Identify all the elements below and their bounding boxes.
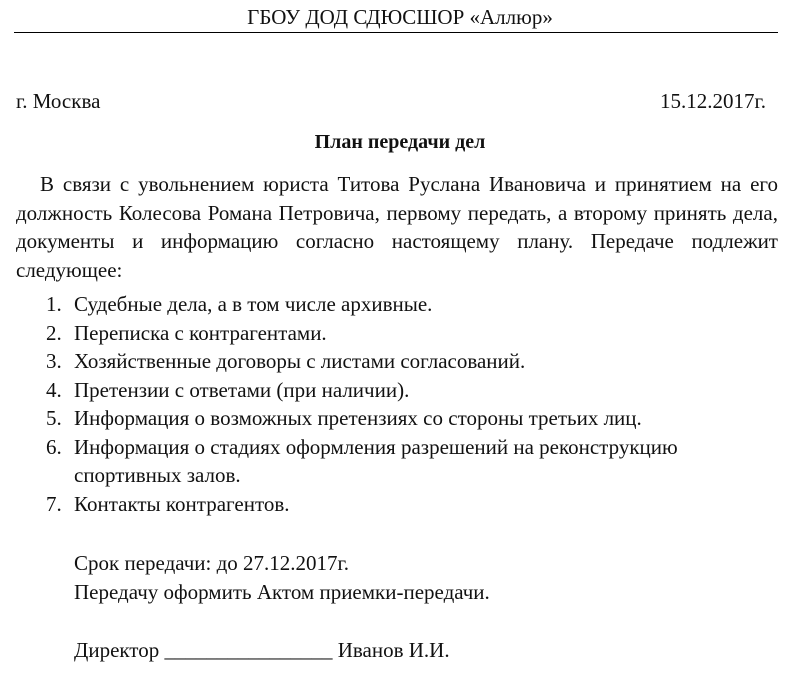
list-item [16,376,756,405]
list-item-text: Информация о возможных претензиях со стороны третьих лиц. [74,406,642,430]
list-item-number: 1. [46,292,62,316]
list-item [16,490,756,519]
list-item-number: 4. [46,377,62,402]
document-city: г. Москва [16,89,101,113]
header-rule [14,32,778,33]
document-title: План передачи дел [314,131,486,153]
director-signature-line: Директор ________________ Иванов И.И. [74,638,450,662]
list-item [16,404,756,433]
list-item-text: Контакты контрагентов. [74,491,290,516]
list-item-number: 5. [46,406,62,430]
list-item-text: Претензии с ответами (при наличии). [74,377,410,402]
list-item-number: 6. [46,434,62,459]
list-item [16,290,756,319]
list-item-number: 2. [46,320,62,345]
list-item [16,433,756,490]
list-item-text: Переписка с контрагентами. [74,320,327,345]
list-item-text: Хозяйственные договоры с листами согласований. [74,349,526,373]
list-item [16,319,756,348]
list-item-text: Судебные дела, а в том числе архивные. [74,292,433,316]
transfer-term: Срок передачи: до 27.12.2017г. [74,551,350,575]
list-item-number: 7. [46,491,62,516]
organization-name: ГБОУ ДОД СДЮСШОР «Аллюр» [247,5,553,29]
list-item [16,347,756,376]
transfer-formalization: Передачу оформить Актом приемки-передачи. [74,580,490,604]
intro-paragraph: В связи с увольнением юриста Титова Руслана Ивановича и принятием на его должность Колесова Романа Петровича, первому передать, а второму принять дела, документы и информацию согласно настоящему плану. Передаче подлежит следующее: [16,172,778,282]
list-item-number: 3. [46,349,62,373]
document-date: 15.12.2017г. [660,89,766,113]
plan-list [16,290,756,518]
list-item-text: Информация о стадиях оформления разрешений на реконструкцию спортивных залов. [74,434,678,487]
